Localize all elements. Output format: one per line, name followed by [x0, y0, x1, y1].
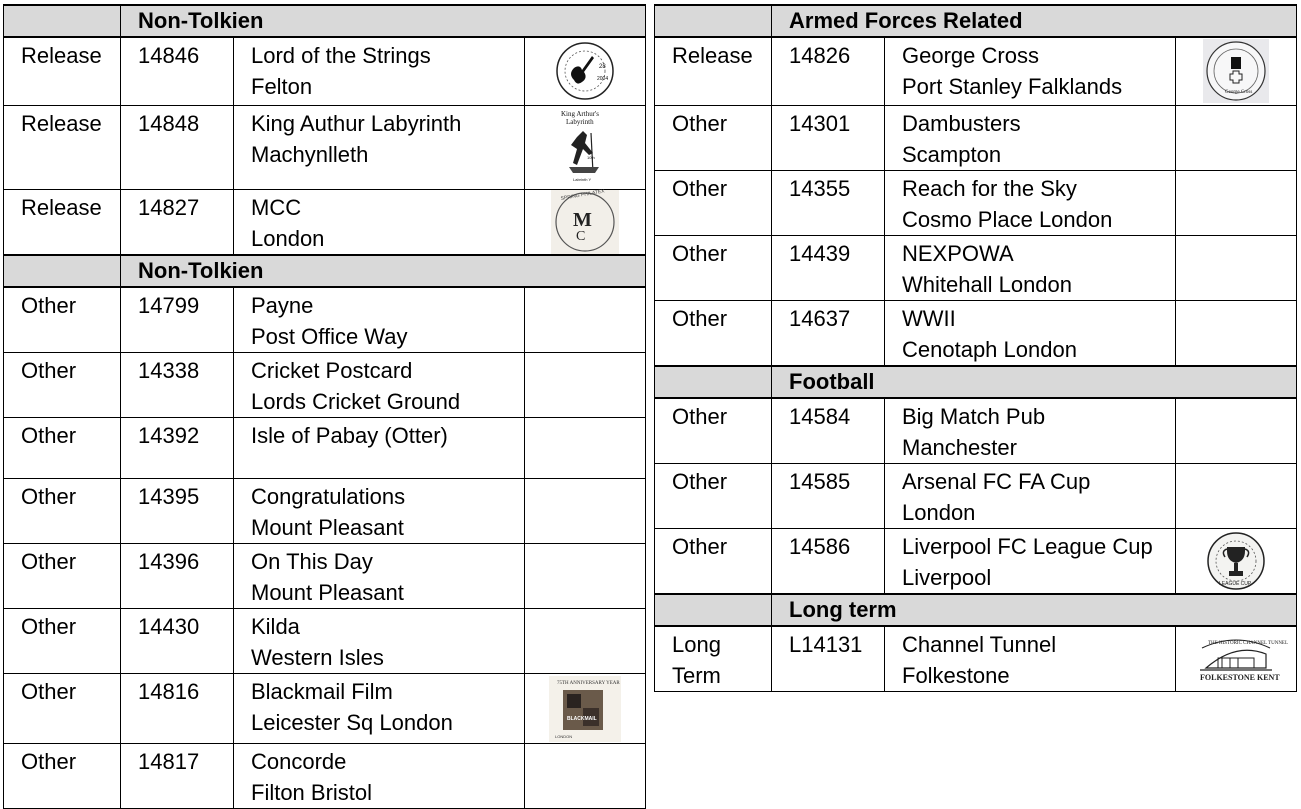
- description-cell: [234, 609, 525, 674]
- description-cell: [885, 398, 1176, 464]
- table-row: [655, 37, 1297, 105]
- table-row: [4, 544, 646, 609]
- event-place: Mount Pleasant: [251, 580, 404, 605]
- type-cell: Other: [655, 463, 772, 528]
- number-cell: 14338: [121, 353, 234, 418]
- event-title: Liverpool FC League Cup: [902, 533, 1153, 559]
- table-row: [655, 170, 1297, 235]
- type-cell: Other: [4, 287, 121, 353]
- event-title: Arsenal FC FA Cup: [902, 468, 1091, 494]
- postmark-image-cell: [1176, 528, 1297, 594]
- left-postmark-table: [3, 4, 646, 809]
- table-row: [4, 105, 646, 189]
- table-row: [4, 37, 646, 105]
- event-title: Blackmail Film: [251, 679, 393, 704]
- type-cell: Other: [4, 609, 121, 674]
- event-title: NEXPOWA: [902, 240, 1014, 266]
- number-cell: 14392: [121, 418, 234, 479]
- section-title: Long term: [772, 594, 1297, 626]
- postmark-image-cell: [525, 674, 646, 744]
- number-cell: 14584: [772, 398, 885, 464]
- svg-text:75TH ANNIVERSARY YEAR: 75TH ANNIVERSARY YEAR: [557, 680, 620, 686]
- number-cell: 14799: [121, 287, 234, 353]
- number-cell: 14439: [772, 235, 885, 300]
- svg-text:Labrinth Y: Labrinth Y: [573, 177, 592, 182]
- table-row: [655, 528, 1297, 594]
- description-cell: [885, 170, 1176, 235]
- film-postmark-icon: [549, 676, 621, 742]
- event-title: Kilda: [251, 614, 300, 639]
- svg-text:THE HISTORIC CHANNEL TUNNEL: THE HISTORIC CHANNEL TUNNEL: [1208, 640, 1289, 646]
- event-place: London: [902, 499, 976, 525]
- svg-text:King Arthur's: King Arthur's: [561, 110, 600, 118]
- svg-text:FOLKESTONE KENT: FOLKESTONE KENT: [1200, 672, 1280, 682]
- postmark-image-cell: [1176, 463, 1297, 528]
- number-cell: 14586: [772, 528, 885, 594]
- postmark-image-cell: [525, 353, 646, 418]
- description-cell: [234, 189, 525, 255]
- type-line-1: Long: [672, 631, 721, 657]
- event-title: Payne: [251, 293, 314, 318]
- postmark-image-cell: [525, 105, 646, 189]
- type-line-2: Term: [672, 662, 721, 688]
- event-title: Big Match Pub: [902, 403, 1046, 429]
- event-title: Dambusters: [902, 110, 1021, 136]
- svg-text:Labyrinth: Labyrinth: [566, 118, 594, 126]
- svg-text:BLACKMAIL: BLACKMAIL: [567, 715, 597, 722]
- event-place: Whitehall London: [902, 271, 1073, 297]
- table-row: [4, 609, 646, 674]
- description-cell: [234, 105, 525, 189]
- description-cell: [234, 37, 525, 105]
- description-cell: [885, 300, 1176, 366]
- description-cell: [885, 235, 1176, 300]
- table-row: [4, 674, 646, 744]
- mcc-postmark-icon: [551, 190, 619, 254]
- event-title: George Cross: [902, 43, 1039, 68]
- number-cell: 14826: [772, 37, 885, 105]
- type-cell: Other: [4, 353, 121, 418]
- postmark-image-cell: [1176, 300, 1297, 366]
- postmark-image-cell: [1176, 105, 1297, 170]
- svg-text:George Cross: George Cross: [1225, 90, 1253, 96]
- svg-text:M: M: [573, 208, 592, 231]
- type-cell: Release: [4, 189, 121, 255]
- event-title: On This Day: [251, 549, 373, 574]
- event-place: Cenotaph London: [902, 336, 1077, 362]
- section-title: Non-Tolkien: [121, 255, 646, 287]
- description-cell: [234, 674, 525, 744]
- event-title: Congratulations: [251, 484, 406, 509]
- description-cell: [885, 37, 1176, 105]
- type-cell: Release: [4, 105, 121, 189]
- postmark-image-cell: [1176, 170, 1297, 235]
- description-cell: [885, 626, 1176, 692]
- type-cell: Other: [4, 744, 121, 809]
- event-place: Cosmo Place London: [902, 206, 1113, 232]
- section-title: Armed Forces Related: [772, 5, 1297, 37]
- svg-text:SPRING PHILATEX: SPRING PHILATEX: [560, 188, 606, 202]
- description-cell: [885, 528, 1176, 594]
- description-cell: [885, 105, 1176, 170]
- section-header: [4, 5, 646, 37]
- event-place: Scampton: [902, 141, 1002, 167]
- postmark-image-cell: [1176, 235, 1297, 300]
- table-row: [655, 398, 1297, 464]
- event-place: Post Office Way: [251, 324, 408, 349]
- number-cell: 14301: [772, 105, 885, 170]
- type-cell: [655, 626, 772, 692]
- type-cell: Other: [655, 528, 772, 594]
- table-row: [655, 626, 1297, 692]
- type-cell: Other: [4, 674, 121, 744]
- description-cell: [234, 544, 525, 609]
- svg-text:2004: 2004: [597, 76, 609, 83]
- event-place: Filton Bristol: [251, 780, 373, 805]
- number-cell: L14131: [772, 626, 885, 692]
- table-row: [4, 418, 646, 479]
- section-header: [4, 255, 646, 287]
- description-cell: [234, 287, 525, 353]
- postmark-image-cell: [1176, 37, 1297, 105]
- number-cell: 14395: [121, 479, 234, 544]
- postmark-image-cell: [1176, 626, 1297, 692]
- table-row: [655, 235, 1297, 300]
- section-header: [655, 5, 1297, 37]
- number-cell: 14430: [121, 609, 234, 674]
- right-postmark-table: [654, 4, 1297, 692]
- number-cell: 14637: [772, 300, 885, 366]
- type-cell: Other: [655, 300, 772, 366]
- table-row: [4, 479, 646, 544]
- section-title: Football: [772, 366, 1297, 398]
- type-cell: Other: [655, 398, 772, 464]
- event-place: Mount Pleasant: [251, 515, 404, 540]
- svg-text:LEAGUE CUP: LEAGUE CUP: [1219, 580, 1252, 587]
- table-row: [655, 105, 1297, 170]
- number-cell: 14817: [121, 744, 234, 809]
- event-place: Felton: [251, 74, 313, 99]
- number-cell: 14396: [121, 544, 234, 609]
- event-title: Isle of Pabay (Otter): [251, 423, 448, 448]
- event-title: Lord of the Strings: [251, 43, 431, 68]
- table-row: [655, 300, 1297, 366]
- event-title: King Authur Labyrinth: [251, 110, 462, 136]
- section-title: Non-Tolkien: [121, 5, 646, 37]
- event-title: Reach for the Sky: [902, 175, 1077, 201]
- postmark-image-cell: [525, 189, 646, 255]
- description-cell: [885, 463, 1176, 528]
- table-row: [4, 744, 646, 809]
- event-place: Machynlleth: [251, 141, 369, 167]
- event-title: MCC: [251, 194, 302, 220]
- postmark-image-cell: [525, 37, 646, 105]
- number-cell: 14585: [772, 463, 885, 528]
- description-cell: [234, 479, 525, 544]
- number-cell: 14816: [121, 674, 234, 744]
- postmark-image-cell: [525, 544, 646, 609]
- type-cell: Release: [655, 37, 772, 105]
- section-header: [655, 594, 1297, 626]
- number-cell: 14355: [772, 170, 885, 235]
- postmark-image-cell: [525, 479, 646, 544]
- table-row: [4, 353, 646, 418]
- description-cell: [234, 353, 525, 418]
- postmark-image-cell: [1176, 398, 1297, 464]
- knight-postmark-icon: [557, 107, 613, 187]
- event-place: Manchester: [902, 434, 1017, 460]
- table-row: [655, 463, 1297, 528]
- section-header: [655, 366, 1297, 398]
- event-title: Concorde: [251, 749, 347, 774]
- event-title: Cricket Postcard: [251, 358, 413, 383]
- description-cell: [234, 744, 525, 809]
- postmark-image-cell: [525, 609, 646, 674]
- event-title: Channel Tunnel: [902, 631, 1057, 657]
- postmark-image-cell: [525, 744, 646, 809]
- postmark-image-cell: [525, 287, 646, 353]
- svg-text:28: 28: [599, 64, 606, 71]
- george-cross-postmark-icon: [1203, 39, 1269, 103]
- event-place: Leicester Sq London: [251, 710, 453, 735]
- svg-text:C: C: [576, 228, 586, 244]
- number-cell: 14827: [121, 189, 234, 255]
- event-place: Folkestone: [902, 662, 1010, 688]
- description-cell: [234, 418, 525, 479]
- type-cell: Other: [655, 170, 772, 235]
- table-row: [4, 287, 646, 353]
- svg-text:10th: 10th: [587, 155, 595, 160]
- type-cell: Other: [655, 105, 772, 170]
- number-cell: 14846: [121, 37, 234, 105]
- type-cell: Release: [4, 37, 121, 105]
- postmark-image-cell: [525, 418, 646, 479]
- trophy-postmark-icon: [1205, 531, 1267, 591]
- event-place: Liverpool: [902, 564, 992, 590]
- event-place: Western Isles: [251, 645, 384, 670]
- event-place: Port Stanley Falklands: [902, 74, 1123, 99]
- event-place: Lords Cricket Ground: [251, 389, 461, 414]
- guitar-postmark-icon: [550, 40, 620, 102]
- svg-text:LONDON: LONDON: [555, 733, 573, 739]
- event-place: London: [251, 225, 325, 251]
- type-cell: Other: [655, 235, 772, 300]
- type-cell: Other: [4, 479, 121, 544]
- number-cell: 14848: [121, 105, 234, 189]
- type-cell: Other: [4, 544, 121, 609]
- channel-tunnel-postmark-icon: [1192, 634, 1289, 684]
- type-cell: Other: [4, 418, 121, 479]
- table-row: [4, 189, 646, 255]
- event-title: WWII: [902, 305, 956, 331]
